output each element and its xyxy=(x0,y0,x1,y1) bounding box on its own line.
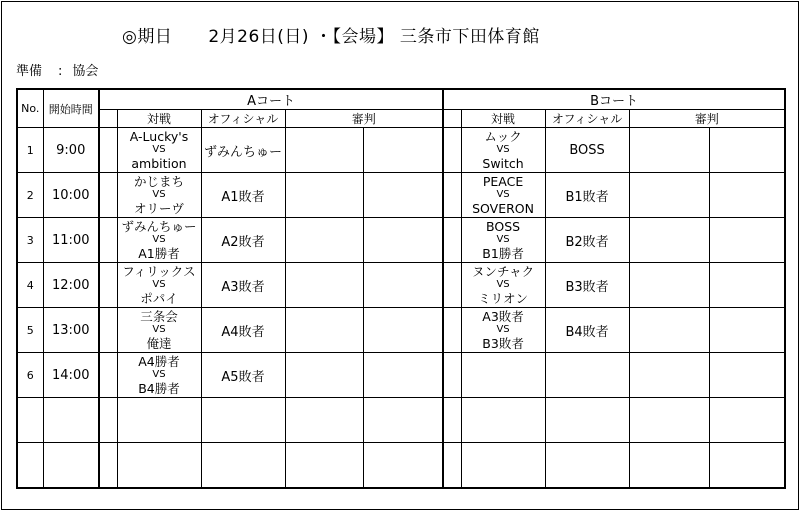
table-row-empty xyxy=(17,398,785,443)
vs-label: VS xyxy=(496,189,510,200)
b-header-match: 対戦 xyxy=(461,110,545,128)
b-referee-2-cell xyxy=(709,263,785,308)
a-match-cell xyxy=(117,218,201,263)
a-match-cell xyxy=(117,263,201,308)
a-header-match: 対戦 xyxy=(117,110,201,128)
row-no xyxy=(17,443,43,489)
a-blank-cell xyxy=(99,398,117,443)
a-match-cell xyxy=(117,353,201,398)
a-blank-cell xyxy=(99,443,117,489)
b-blank-cell xyxy=(443,398,461,443)
row-time: 10:00 xyxy=(43,173,99,218)
b-referee-2-cell xyxy=(709,398,785,443)
row-no: 5 xyxy=(17,308,43,353)
b-official-cell xyxy=(545,443,629,489)
a-official-cell xyxy=(201,398,285,443)
a-team-2: A1勝者 xyxy=(138,246,180,261)
b-header-referee: 審判 xyxy=(629,110,785,128)
table-row xyxy=(17,353,785,398)
b-referee-1-cell xyxy=(629,128,709,173)
b-referee-1-cell xyxy=(629,218,709,263)
a-team-2: オリーヴ xyxy=(133,201,184,216)
a-official-cell: A3敗者 xyxy=(201,263,285,308)
row-no: 1 xyxy=(17,128,43,173)
a-blank-cell xyxy=(99,353,117,398)
b-official-cell: BOSS xyxy=(545,128,629,173)
a-referee-2-cell xyxy=(363,173,443,218)
date-value: 2月26日(日) xyxy=(208,27,310,47)
b-referee-2-cell xyxy=(709,443,785,489)
row-no: 3 xyxy=(17,218,43,263)
b-blank-cell xyxy=(443,443,461,489)
row-time: 11:00 xyxy=(43,218,99,263)
row-no: 6 xyxy=(17,353,43,398)
a-team-1: フィリックス xyxy=(122,264,196,279)
b-team-2: Switch xyxy=(482,156,524,171)
b-match-cell xyxy=(461,218,545,263)
b-match-cell xyxy=(461,443,545,489)
date-label: ◎期日 xyxy=(122,27,173,47)
b-team-2: SOVERON xyxy=(472,201,534,216)
row-no: 2 xyxy=(17,173,43,218)
table-row-empty xyxy=(17,443,785,489)
b-blank-header xyxy=(443,110,461,128)
b-match-cell xyxy=(461,353,545,398)
a-referee-1-cell xyxy=(285,398,363,443)
a-header-referee: 審判 xyxy=(285,110,443,128)
venue-label: ・【会場】 xyxy=(314,27,394,47)
b-match-cell xyxy=(461,398,545,443)
row-no: 4 xyxy=(17,263,43,308)
header-court-a: Aコート xyxy=(99,89,443,110)
a-match-cell xyxy=(117,173,201,218)
header-no: No. xyxy=(17,89,43,128)
a-team-1: A-Lucky's xyxy=(129,129,189,144)
a-team-1: 三条会 xyxy=(140,309,178,324)
b-official-cell: B3敗者 xyxy=(545,263,629,308)
b-team-1: ヌンチャク xyxy=(471,264,535,279)
prep-value: 協会 xyxy=(72,64,99,79)
b-referee-1-cell xyxy=(629,263,709,308)
b-blank-cell xyxy=(443,218,461,263)
b-referee-1-cell xyxy=(629,173,709,218)
a-official-cell: ずみんちゅー xyxy=(201,128,285,173)
a-referee-2-cell xyxy=(363,353,443,398)
a-official-cell xyxy=(201,443,285,489)
a-official-cell: A1敗者 xyxy=(201,173,285,218)
venue-value: 三条市下田体育館 xyxy=(399,27,540,47)
b-team-2: ミリオン xyxy=(478,291,528,306)
a-team-1: A4勝者 xyxy=(138,354,180,369)
b-match-cell xyxy=(461,173,545,218)
b-referee-1-cell xyxy=(629,308,709,353)
a-referee-1-cell xyxy=(285,308,363,353)
header-court-b: Bコート xyxy=(443,89,785,110)
b-official-cell: B2敗者 xyxy=(545,218,629,263)
a-match-cell xyxy=(117,443,201,489)
row-time: 9:00 xyxy=(43,128,99,173)
row-time: 13:00 xyxy=(43,308,99,353)
b-team-1: PEACE xyxy=(482,174,524,189)
vs-label: VS xyxy=(152,234,166,245)
a-team-2: 俺達 xyxy=(146,336,172,351)
table-row xyxy=(17,128,785,173)
prep-label: 準備 xyxy=(16,64,43,79)
a-match-cell xyxy=(117,128,201,173)
b-team-2: B1勝者 xyxy=(482,246,524,261)
b-team-1: A3敗者 xyxy=(482,309,524,324)
a-referee-1-cell xyxy=(285,128,363,173)
a-referee-2-cell xyxy=(363,263,443,308)
header-start-time: 開始時間 xyxy=(43,89,99,128)
a-team-2: B4勝者 xyxy=(138,381,180,396)
a-team-1: ずみんちゅー xyxy=(121,219,197,234)
a-match-cell xyxy=(117,398,201,443)
b-blank-cell xyxy=(443,173,461,218)
a-referee-1-cell xyxy=(285,443,363,489)
b-referee-2-cell xyxy=(709,218,785,263)
a-referee-2-cell xyxy=(363,398,443,443)
event-title xyxy=(122,22,540,47)
b-referee-2-cell xyxy=(709,173,785,218)
a-team-1: かじまち xyxy=(133,174,184,189)
a-team-2: ambition xyxy=(131,156,187,171)
b-referee-1-cell xyxy=(629,353,709,398)
a-referee-2-cell xyxy=(363,308,443,353)
vs-label: VS xyxy=(496,324,510,335)
b-official-cell: B4敗者 xyxy=(545,308,629,353)
vs-label: VS xyxy=(496,279,510,290)
b-referee-1-cell xyxy=(629,443,709,489)
b-team-1: BOSS xyxy=(486,219,521,234)
a-blank-cell xyxy=(99,173,117,218)
b-match-cell xyxy=(461,308,545,353)
a-referee-1-cell xyxy=(285,263,363,308)
table-row xyxy=(17,308,785,353)
vs-label: VS xyxy=(496,234,510,245)
a-referee-2-cell xyxy=(363,218,443,263)
b-referee-2-cell xyxy=(709,353,785,398)
prep-separator: : xyxy=(58,64,63,79)
b-blank-cell xyxy=(443,263,461,308)
a-blank-cell xyxy=(99,128,117,173)
b-blank-cell xyxy=(443,353,461,398)
b-blank-cell xyxy=(443,128,461,173)
table-row xyxy=(17,263,785,308)
a-team-2: ポパイ xyxy=(140,291,178,306)
vs-label: VS xyxy=(152,279,166,290)
a-official-cell: A4敗者 xyxy=(201,308,285,353)
table-row xyxy=(17,218,785,263)
row-time xyxy=(43,398,99,443)
b-team-1: ムック xyxy=(484,129,522,144)
row-time xyxy=(43,443,99,489)
preparation-line xyxy=(16,60,98,79)
table-row xyxy=(17,173,785,218)
row-time: 12:00 xyxy=(43,263,99,308)
vs-label: VS xyxy=(152,369,166,380)
a-blank-cell xyxy=(99,218,117,263)
a-referee-2-cell xyxy=(363,443,443,489)
a-referee-2-cell xyxy=(363,128,443,173)
a-official-cell: A2敗者 xyxy=(201,218,285,263)
vs-label: VS xyxy=(152,144,166,155)
b-match-cell xyxy=(461,128,545,173)
b-official-cell xyxy=(545,398,629,443)
b-header-official: オフィシャル xyxy=(545,110,629,128)
vs-label: VS xyxy=(496,144,510,155)
a-referee-1-cell xyxy=(285,353,363,398)
row-time: 14:00 xyxy=(43,353,99,398)
schedule-table xyxy=(16,88,786,489)
vs-label: VS xyxy=(152,324,166,335)
a-referee-1-cell xyxy=(285,173,363,218)
b-referee-2-cell xyxy=(709,128,785,173)
b-referee-1-cell xyxy=(629,398,709,443)
a-official-cell: A5敗者 xyxy=(201,353,285,398)
b-referee-2-cell xyxy=(709,308,785,353)
a-blank-header xyxy=(99,110,117,128)
a-header-official: オフィシャル xyxy=(201,110,285,128)
a-referee-1-cell xyxy=(285,218,363,263)
vs-label: VS xyxy=(152,189,166,200)
a-blank-cell xyxy=(99,308,117,353)
row-no xyxy=(17,398,43,443)
b-team-2: B3敗者 xyxy=(482,336,524,351)
b-official-cell: B1敗者 xyxy=(545,173,629,218)
b-official-cell xyxy=(545,353,629,398)
a-blank-cell xyxy=(99,263,117,308)
a-match-cell xyxy=(117,308,201,353)
b-match-cell xyxy=(461,263,545,308)
b-blank-cell xyxy=(443,308,461,353)
